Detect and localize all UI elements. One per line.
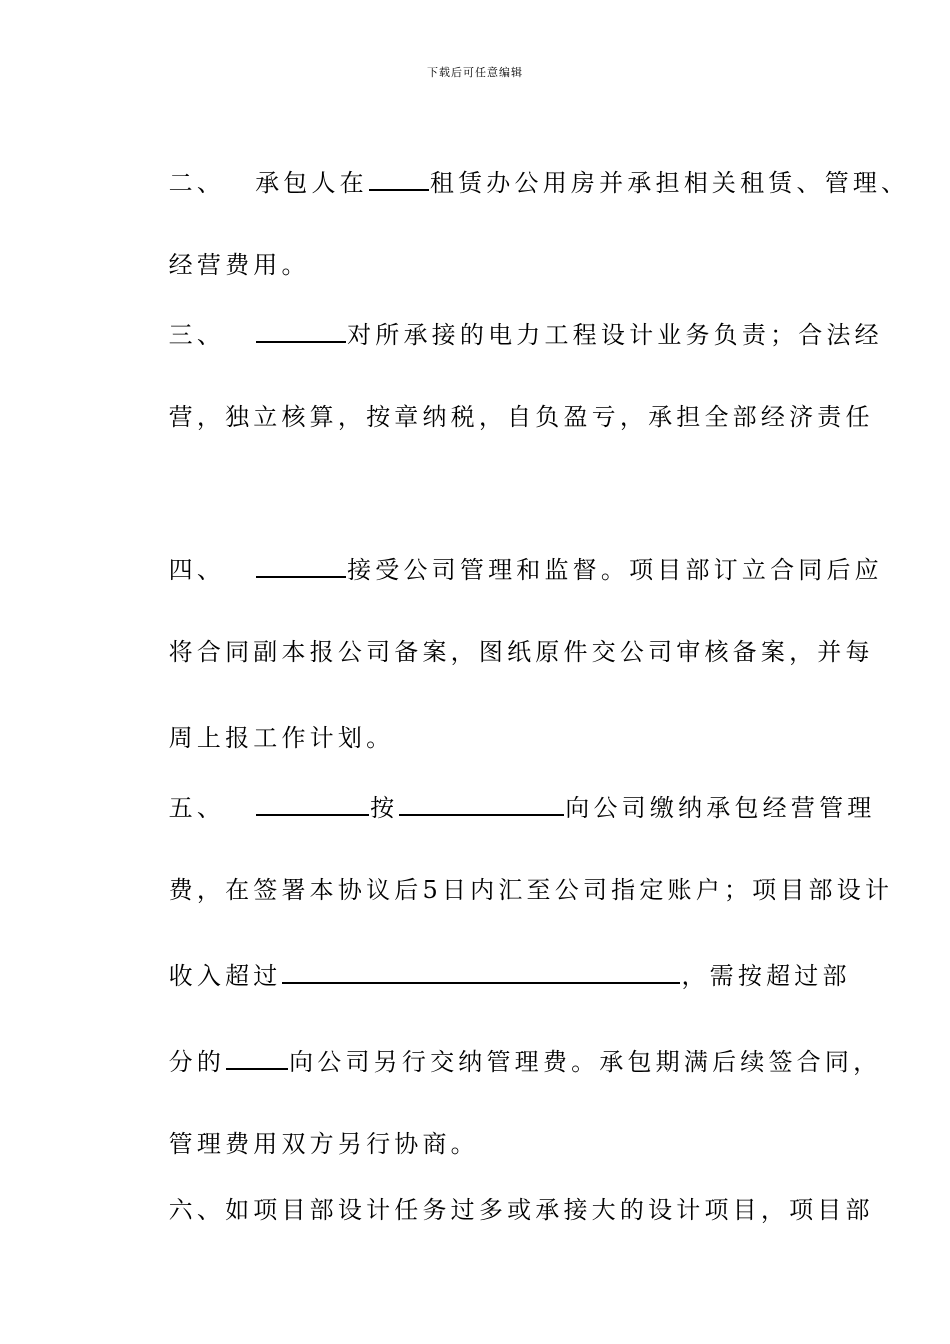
clause-text: 按 bbox=[370, 794, 399, 822]
clause-text: 周上报工作计划。 bbox=[168, 724, 395, 752]
clause-4-line-2 bbox=[145, 607, 874, 667]
clause-text: 租赁办公用房并承担相关租赁、管理、 bbox=[429, 169, 910, 197]
clause-text: 费，在签署本协议后5日内汇至公司指定账户；项目部设计 bbox=[168, 876, 894, 904]
clause-4-line-3 bbox=[145, 693, 394, 753]
clause-5-line-4 bbox=[145, 1015, 881, 1077]
clause-number: 三、 bbox=[168, 321, 226, 349]
clause-text: 向公司另行交纳管理费。承包期满后续签合同， bbox=[289, 1048, 882, 1076]
clause-text: 接受公司管理和监督。项目部订立合同后应 bbox=[347, 556, 883, 584]
clause-text: 收入超过 bbox=[168, 962, 282, 990]
clause-5-line-1 bbox=[145, 761, 875, 823]
clause-text: 六、如项目部设计任务过多或承接大的设计项目，项目部 bbox=[168, 1196, 874, 1224]
clause-number: 五、 bbox=[168, 794, 226, 822]
fill-in-blank bbox=[256, 791, 369, 816]
clause-number: 四、 bbox=[168, 556, 226, 584]
clause-5-line-2 bbox=[145, 845, 893, 905]
clause-2-line-1 bbox=[145, 136, 909, 198]
clause-text: 分的 bbox=[168, 1048, 226, 1076]
fill-in-blank bbox=[256, 318, 346, 343]
fill-in-blank bbox=[282, 959, 680, 984]
clause-text: 向公司缴纳承包经营管理 bbox=[565, 794, 876, 822]
clause-6-line-1 bbox=[145, 1165, 874, 1225]
clause-text: 将合同副本报公司备案，图纸原件交公司审核备案，并每 bbox=[168, 638, 874, 666]
clause-text: ，需按超过部 bbox=[681, 962, 851, 990]
clause-3-line-1 bbox=[145, 288, 883, 350]
clause-text: 经营费用。 bbox=[168, 251, 310, 279]
fill-in-blank bbox=[399, 791, 564, 816]
clause-5-line-3 bbox=[145, 929, 851, 991]
page-header: 下载后可任意编辑 bbox=[427, 66, 523, 79]
clause-text: 营，独立核算，按章纳税，自负盈亏，承担全部经济责任 bbox=[168, 403, 874, 431]
clause-text: 承包人在 bbox=[255, 169, 368, 197]
clause-number: 二、 bbox=[168, 169, 226, 197]
clause-3-line-2 bbox=[145, 372, 874, 432]
fill-in-blank bbox=[256, 553, 346, 578]
clause-text: 对所承接的电力工程设计业务负责；合法经 bbox=[347, 321, 883, 349]
clause-4-line-1 bbox=[145, 523, 883, 585]
fill-in-blank bbox=[226, 1045, 288, 1070]
fill-in-blank bbox=[369, 166, 429, 191]
clause-2-line-2 bbox=[145, 220, 310, 280]
clause-text: 管理费用双方另行协商。 bbox=[168, 1130, 479, 1158]
clause-5-line-5 bbox=[145, 1099, 479, 1159]
